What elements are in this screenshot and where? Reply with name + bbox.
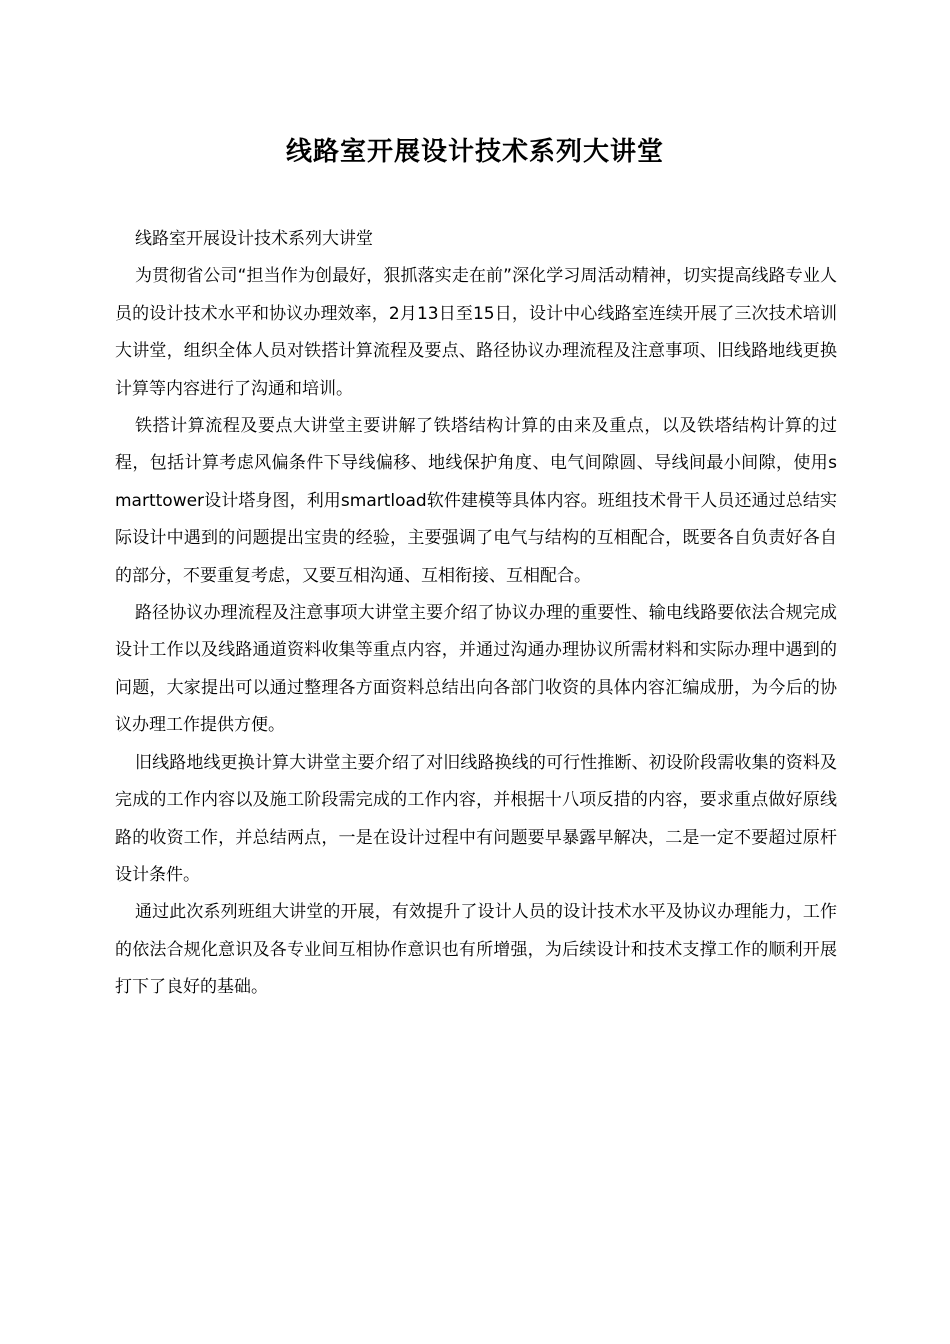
paragraph-subtitle: 线路室开展设计技术系列大讲堂 [135,229,373,249]
paragraph-tower-calculation: 铁搭计算流程及要点大讲堂主要讲解了铁塔结构计算的由来及重点，以及铁塔结构计算的过程，包括计算考虑风偏条件下导线偏移、地线保护角度、电气间隙圆、导线间最小间隙，使用smarttower设计塔身图，利用smartload软件建模等具体内容。班组技术骨干人员还通过总结实际设计中遇到的问题提出宝贵的经验，主要强调了电气与结构的互相配合，既要各自负责好各自的部分，不要重复考虑，又要互相沟通、互相衔接、互相配合。 [115,416,837,586]
paragraph-ground-wire-replacement: 旧线路地线更换计算大讲堂主要介绍了对旧线路换线的可行性推断、初设阶段需收集的资料及完成的工作内容以及施工阶段需完成的工作内容，并根据十八项反措的内容，要求重点做好原线路的收资工作，并总结两点，一是在设计过程中有问题要早暴露早解决，二是一定不要超过原杆设计条件。 [115,752,837,885]
paragraph-conclusion: 通过此次系列班组大讲堂的开展，有效提升了设计人员的设计技术水平及协议办理能力，工作的依法合规化意识及各专业间互相协作意识也有所增强，为后续设计和技术支撑工作的顺利开展打下了良好的基础。 [115,902,837,998]
document-title: 线路室开展设计技术系列大讲堂 [285,137,664,167]
paragraph-route-agreement: 路径协议办理流程及注意事项大讲堂主要介绍了协议办理的重要性、输电线路要依法合规完成设计工作以及线路通道资料收集等重点内容，并通过沟通办理协议所需材料和实际办理中遇到的问题，大家提出可以通过整理各方面资料总结出向各部门收资的具体内容汇编成册，为今后的协议办理工作提供方便。 [115,603,837,736]
document-body [115,221,837,1007]
paragraph-intro: 为贯彻省公司“担当作为创最好，狠抓落实走在前”深化学习周活动精神，切实提高线路专业人员的设计技术水平和协议办理效率，2月13日至15日，设计中心线路室连续开展了三次技术培训大讲堂，组织全体人员对铁搭计算流程及要点、路径协议办理流程及注意事项、旧线路地线更换计算等内容进行了沟通和培训。 [115,266,837,399]
